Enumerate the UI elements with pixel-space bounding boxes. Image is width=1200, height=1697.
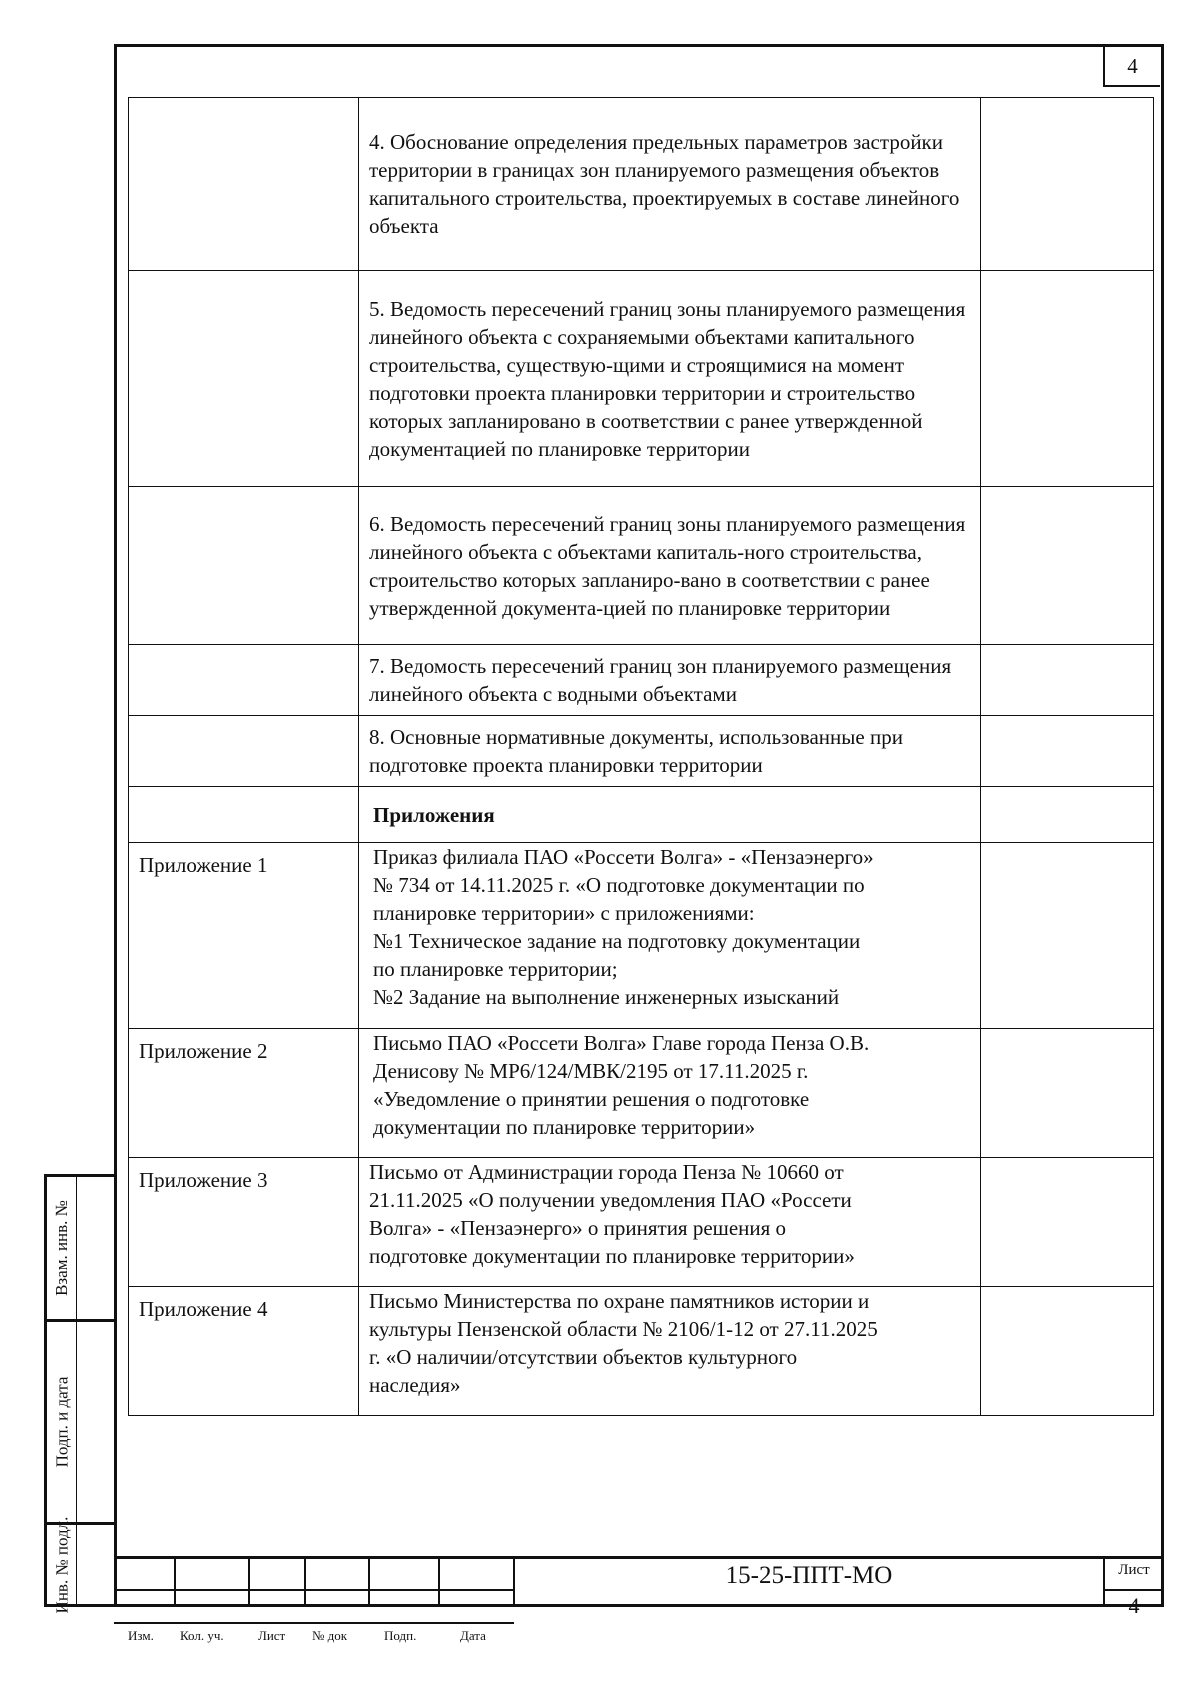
row-page	[981, 98, 1154, 271]
appendix-text-line: №2 Задание на выполнение инженерных изысканий	[373, 985, 840, 1009]
appendix-label: Приложение 3	[129, 1158, 359, 1287]
row-page	[981, 487, 1154, 645]
appendix-label: Приложение 4	[129, 1287, 359, 1416]
appendix-text-line: планировке территории» с приложениями:	[373, 901, 755, 925]
row-label	[129, 645, 359, 716]
appendix-row	[129, 1287, 1154, 1416]
appendix-text-line: г. «О наличии/отсутствии объектов культурного	[369, 1345, 798, 1369]
row-text-content: 8. Основные нормативные документы, использованные при подготовке проекта планировки территории	[369, 725, 903, 777]
row-text	[359, 645, 981, 716]
row-page	[981, 271, 1154, 487]
sheet-label: Лист	[1118, 1562, 1150, 1578]
contents-row	[129, 271, 1154, 487]
row-text-content: 4. Обоснование определения предельных параметров застройки территории в границах зон планируемого размещения объектов капитального строительства, проектируемых в составе линейного объекта	[369, 130, 960, 238]
appendix-text-line: культуры Пензенской области № 2106/1-12 от 27.11.2025	[369, 1317, 878, 1341]
appendix-text-line: №1 Техническое задание на подготовку документации	[373, 929, 861, 953]
tb-podp: Подп.	[384, 1628, 417, 1643]
row-text	[359, 487, 981, 645]
appendix-title: Приложения	[373, 802, 495, 827]
tb-data: Дата	[460, 1628, 486, 1643]
appendix-text-line: наследия»	[369, 1373, 461, 1397]
contents-row	[129, 716, 1154, 787]
appendix-row	[129, 1158, 1154, 1287]
appendix-text-line: Волга» - «Пензаэнерго» о принятия решения о	[369, 1216, 787, 1240]
contents-table	[128, 97, 1154, 1416]
tb-ndok: № док	[312, 1628, 348, 1643]
side-stamp-vzam: Взам. инв. №	[52, 1200, 71, 1296]
side-stamp-podp: Подп. и дата	[52, 1376, 72, 1468]
appendix-text-line: Приказ филиала ПАО «Россети Волга» - «Пензаэнерго»	[373, 845, 874, 869]
contents-row	[129, 487, 1154, 645]
appendix-text-line: по планировке территории;	[373, 957, 618, 981]
row-text	[359, 271, 981, 487]
appendix-header-row	[129, 787, 1154, 843]
appendix-label: Приложение 1	[129, 843, 359, 1029]
tb-izm: Изм.	[128, 1628, 154, 1643]
contents-row	[129, 98, 1154, 271]
row-text-content: 6. Ведомость пересечений границ зоны планируемого размещения линейного объекта с объектами капиталь-ного строительства, строительство которых запланиро-вано в соответствии с ранее утвержденной документа-цией по планировке территории	[369, 511, 966, 620]
side-stamp	[44, 1174, 114, 1614]
side-stamp-inv: Инв. № подл.	[52, 1516, 71, 1614]
row-text-content: 5. Ведомость пересечений границ зоны планируемого размещения линейного объекта с сохраняемыми объектами капитального строительства, существую-щими и строящимися на момент подготовки проекта планировки территории и строительство которых запланировано в соответствии с ранее утвержденной документацией по планировке территории	[369, 296, 966, 461]
page-number-top: 4	[1103, 47, 1160, 87]
tb-kol: Кол. уч.	[180, 1628, 224, 1643]
row-label	[129, 716, 359, 787]
appendix-row	[129, 843, 1154, 1029]
appendix-text-line: Денисову № МР6/124/МВК/2195 от 17.11.2025 г.	[373, 1059, 809, 1083]
row-label	[129, 271, 359, 487]
row-text	[359, 716, 981, 787]
appendix-text-line: Письмо от Администрации города Пенза № 10660 от	[369, 1160, 844, 1184]
appendix-text-line: подготовке документации по планировке территории»	[369, 1244, 855, 1268]
appendix-text-line: «Уведомление о принятии решения о подготовке	[373, 1087, 810, 1111]
row-label	[129, 98, 359, 271]
appendix-row	[129, 1029, 1154, 1158]
document-code: 15-25-ППТ-МО	[725, 1562, 893, 1589]
row-page	[981, 645, 1154, 716]
contents-row	[129, 645, 1154, 716]
appendix-text-line: 21.11.2025 «О получении уведомления ПАО «Россети	[369, 1188, 852, 1212]
appendix-text-line: Письмо ПАО «Россети Волга» Главе города Пенза О.В.	[373, 1031, 870, 1055]
row-label	[129, 487, 359, 645]
row-text	[359, 98, 981, 271]
tb-list: Лист	[258, 1628, 286, 1643]
appendix-label: Приложение 2	[129, 1029, 359, 1158]
row-page	[981, 716, 1154, 787]
appendix-text-line: Письмо Министерства по охране памятников истории и	[369, 1289, 870, 1313]
appendix-text-line: № 734 от 14.11.2025 г. «О подготовке документации по	[373, 873, 865, 897]
sheet-number: 4	[1128, 1593, 1140, 1618]
row-text-content: 7. Ведомость пересечений границ зон планируемого размещения линейного объекта с водными объектами	[369, 654, 952, 706]
appendix-text-line: документации по планировке территории»	[373, 1115, 756, 1139]
